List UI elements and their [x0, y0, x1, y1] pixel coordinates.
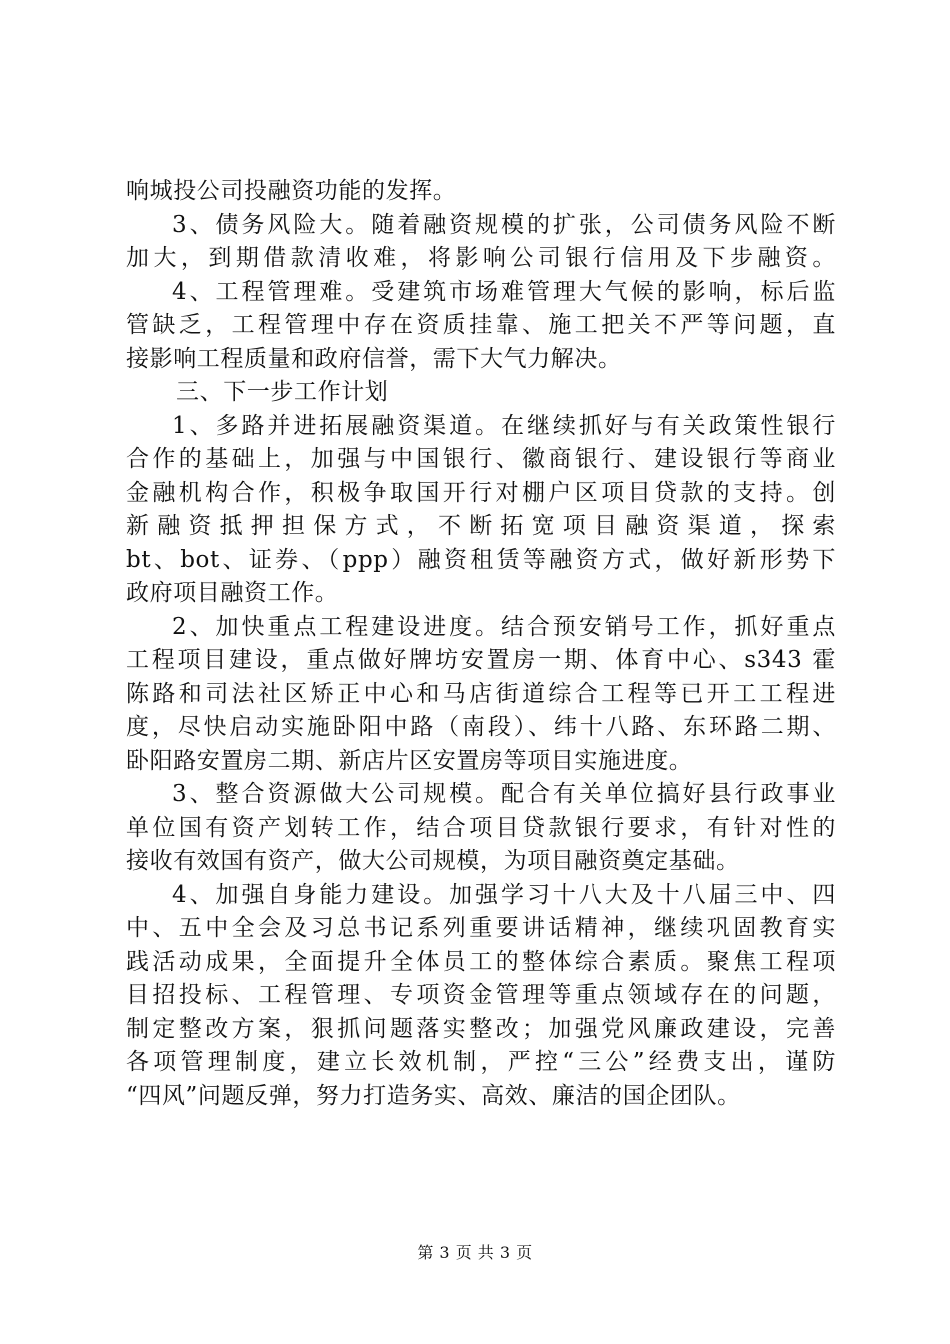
- text-line: 践活动成果，全面提升全体员工的整体综合素质。聚焦工程项: [126, 948, 836, 975]
- text-line: 卧阳路安置房二期、新店片区安置房等项目实施进度。: [126, 747, 693, 774]
- text-line: 3、整合资源做大公司规模。配合有关单位搞好县行政事业: [172, 781, 836, 807]
- text-line: 中、五中全会及习总书记系列重要讲话精神，继续巩固教育实: [126, 915, 836, 941]
- text-line: 陈路和司法社区矫正中心和马店街道综合工程等已开工工程进: [126, 680, 836, 707]
- page-footer: 第 3 页 共 3 页: [417, 1243, 533, 1262]
- text-line: 响城投公司投融资功能的发挥。: [126, 178, 457, 204]
- text-line: 度，尽快启动实施卧阳中路（南段）、纬十八路、东环路二期、: [126, 714, 836, 740]
- text-line: bt、bot、证券、（ppp）融资租赁等融资方式，做好新形势下: [126, 546, 836, 573]
- text-line: 管缺乏，工程管理中存在资质挂靠、施工把关不严等问题，直: [126, 312, 836, 338]
- text-line: 制定整改方案，狠抓问题落实整改；加强党风廉政建设，完善: [126, 1015, 836, 1042]
- text-line: 加大，到期借款清收难，将影响公司银行信用及下步融资。: [126, 245, 836, 271]
- text-line: 1、多路并进拓展融资渠道。在继续抓好与有关政策性银行: [172, 412, 836, 439]
- text-line: 新融资抵押担保方式，不断拓宽项目融资渠道，探索: [126, 513, 836, 539]
- text-line: 金融机构合作，积极争取国开行对棚户区项目贷款的支持。创: [126, 479, 836, 506]
- text-line: 政府项目融资工作。: [126, 580, 339, 606]
- text-line: 目招投标、工程管理、专项资金管理等重点领域存在的问题，: [126, 982, 836, 1008]
- text-line: 单位国有资产划转工作，结合项目贷款银行要求，有针对性的: [126, 814, 836, 841]
- text-line: 3、债务风险大。随着融资规模的扩张，公司债务风险不断: [172, 211, 836, 238]
- text-line: 接影响工程质量和政府信誉，需下大气力解决。: [126, 345, 622, 372]
- text-line: 4、加强自身能力建设。加强学习十八大及十八届三中、四: [172, 881, 836, 908]
- text-line: 2、加快重点工程建设进度。结合预安销号工作，抓好重点: [172, 613, 836, 640]
- document-body: [126, 175, 836, 1113]
- text-line: 4、工程管理难。受建筑市场难管理大气候的影响，标后监: [172, 278, 836, 305]
- text-line: 各项管理制度，建立长效机制，严控“三公”经费支出，谨防: [126, 1049, 836, 1075]
- text-line: 接收有效国有资产，做大公司规模，为项目融资奠定基础。: [126, 848, 740, 874]
- text-line: “四风”问题反弹，努力打造务实、高效、廉洁的国企团队。: [126, 1082, 741, 1109]
- text-line: 工程项目建设，重点做好牌坊安置房一期、体育中心、s343 霍: [126, 647, 836, 673]
- section-heading: 三、下一步工作计划: [176, 379, 389, 405]
- text-line: 合作的基础上，加强与中国银行、徽商银行、建设银行等商业: [126, 446, 836, 472]
